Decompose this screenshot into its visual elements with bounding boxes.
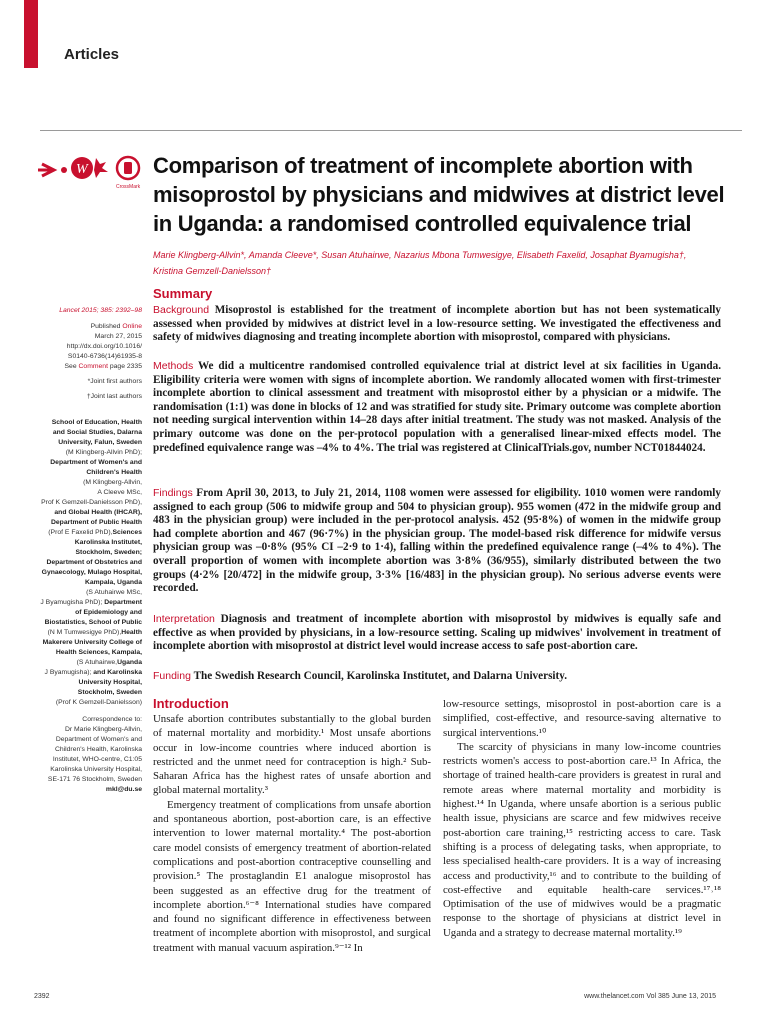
affiliation-line: School of Education, Health [51,419,142,426]
intro-column-2 [443,697,721,940]
affiliation-line: Prof K Gemzell-Danielsson PhD), [41,499,142,506]
affiliation-line: Makerere University College of [42,639,142,646]
published-online-link[interactable]: Online [122,323,142,330]
header-red-bar [24,0,38,68]
affiliation-line: (Prof E Faxelid PhD),Sciences [48,529,142,536]
background-label: Background [153,304,210,316]
citation: Lancet 2015; 385: 2392–98 [59,307,142,314]
affiliation-line: University Hospital, [78,679,142,686]
intro-paragraph: Emergency treatment of complications from unsafe abortion and spontaneous abortion, post-abortion care, is an effective intervention to lower maternal mortality.⁴ The post-abortion care model consists of emergency treatment of abortion-related complications and post-abortion contraceptive counselling and provision.⁵ The prostaglandin E1 analogue misoprostol has been suggested as an effective drug for the treatment of incomplete abortion.⁶⁻⁸ International studies have compared and found no significant difference in effectiveness between treatment of incomplete abortion with misoprostol, and surgical treatment with manual vacuum aspiration.⁹⁻¹² In [153,798,431,954]
affiliation-line: (M Klingberg-Allvin, [83,479,142,486]
email-link[interactable]: mkl@du.se [105,786,142,793]
authors-line-1: Marie Klingberg-Allvin*, Amanda Cleeve*, Susan Atuhairwe, Nazarius Mbona Tumwesigye, Elisabeth Faxelid, Josaphat Byamugisha†, [153,250,687,260]
corr-line: Correspondence to: [82,716,142,723]
introduction-heading: Introduction [153,696,229,711]
corr-line: SE-171 76 Stockholm, Sweden [47,776,142,783]
journal-logo-icon [36,152,146,188]
affiliation-line: and Social Studies, Dalarna [52,429,142,436]
published-date: March 27, 2015 [94,333,142,340]
affiliation-line: A Cleeve MSc, [97,489,142,496]
intro-paragraph: low-resource settings, misoprostol in post-abortion care is a simplified, cost-effective, and resource-saving alternative to surgical interventions.¹⁰ [443,698,721,739]
sidebar-publication-info [30,306,142,402]
crossmark-label: CrossMark [116,184,141,190]
published-line: Published Online [90,323,142,330]
affiliation-line: Stockholm, Sweden [77,689,142,696]
interpretation-label: Interpretation [153,613,215,625]
affiliation-line: Department of Obstetrics and [46,559,142,566]
authors-line-2: Kristina Gemzell-Danielsson† [153,266,272,276]
journal-footer: www.thelancet.com Vol 385 June 13, 2015 [584,993,716,1000]
author-list [153,247,743,279]
affiliation-line: J Byamugisha PhD); Department [40,599,142,606]
affiliation-line: Stockholm, Sweden; [75,549,142,556]
corr-line: Children's Health, Karolinska [54,746,142,753]
intro-paragraph: The scarcity of physicians in many low-income countries restricts women's access to post-abortion care.¹³ In Africa, the shortage of trained health-care providers is greatest in rural and remote areas where maternal mortality and morbidity is highest.¹⁴ In Uganda, where unsafe abortion is a serious public health issue, physicians are scarce and few midwives receive post-abortion care training,¹⁵ restricting access to care. Task shifting is a process of delegating tasks, when appropriate, to less specialised health-care providers. It is a way of increasing access and productivity,¹⁶ and to contribute to the building of cost-effective and equitable health-care services.¹⁷˒¹⁸ Optimisation of the use of midwives would be a pragmatic response to the shortage of physicians at district level in Uganda and a strategy to decrease maternal mortality.¹⁹ [443,740,721,939]
corr-line: Institutet, WHO-centre, C1:05 [52,756,142,763]
joint-first-note: *Joint first authors [87,378,142,385]
corr-line: Department of Women's and [55,736,142,743]
affiliation-line: of Epidemiology and [75,609,142,616]
corr-line: Dr Marie Klingberg-Allvin, [64,726,142,733]
article-title: Comparison of treatment of incomplete abortion with misoprostol by physicians and midwives at district level in Uganda: a randomised controlled equivalence trial [153,153,725,236]
summary-funding: Funding The Swedish Research Council, Karolinska Institutet, and Dalarna University. [153,670,568,682]
doi-link-1[interactable]: http://dx.doi.org/10.1016/ [66,343,142,350]
affiliation-line: Department of Women's and [50,459,142,466]
doi-link-2[interactable]: S0140-6736(14)61935-8 [67,353,142,360]
joint-last-note: †Joint last authors [86,393,142,400]
see-comment: See Comment page 2335 [64,363,142,370]
summary-background: Background Misoprostol is established for the treatment of incomplete abortion but has not been systematically assessed when provided by midwives at district level in a low-resource setting. We investigated the effectiveness and safety of midwives diagnosing and treating incomplete abortion with misoprostol, compared with physicians. [153,304,722,344]
comment-link[interactable]: Comment [78,363,108,370]
affiliation-line: (S Atuhairwe,Uganda [76,659,142,666]
affiliation-line: and Global Health (IHCAR), [54,509,142,516]
affiliation-line: Biostatistics, School of Public [44,619,142,626]
affiliation-line: Children's Health [86,469,142,476]
svg-text:W: W [76,162,88,177]
affiliation-line: (S Atuhairwe MSc, [86,589,142,596]
sidebar-affiliations [30,418,142,708]
summary-interpretation: Interpretation Diagnosis and treatment of incomplete abortion with misoprostol by midwives is equally safe and effective as when provided by physicians, in a low-resource setting. Scaling up midwives' involvement in treatment of incomplete abortion with misoprostol at district level would increase access to safe post-abortion care. [153,613,722,653]
summary-methods: Methods We did a multicentre randomised controlled equivalence trial at district level at six facilities in Uganda. Eligibility criteria were women with signs of incomplete abortion. We randomly allocated women with first-trimester incomplete abortion to clinical assessment and treatment with misoprostol either by a physician or a midwife. The randomisation (1:1) was done in blocks of 12 and was stratified for study site. Primary outcome was complete abortion not needing surgical intervention within 14–28 days after initial treatment. The study was not masked. Analysis of the primary outcome was done on the per-protocol population with a generalised linear-mixed effects model. The predefined equivalence range was –4% to 4%. The trial was registered at ClinicalTrials.gov, number NCT01844024. [153,360,721,454]
summary-findings: Findings From April 30, 2013, to July 21, 2014, 1108 women were assessed for eligibility. 1010 women were randomly assigned to each group (506 to midwife group and 504 to physician group). 955 women (472 in the midwife group and 483 in the physician group) were included in the per-protocol analysis. 452 (95·8%) of women in the midwife group had complete abortion and 467 (96·7%) in the physician group. The model-based risk difference for midwife versus physician group was –0·8% (95% CI –2·9 to 1·4), falling within the predefined equivalence range (–4% to 4%). The overall proportion of women with incomplete abortion was 3·8% (36/955), similarly distributed between the two groups (4·2% [20/472] in the midwife group, 3·3% [16/483] in the physician group). No serious adverse events were recorded. [153,487,722,595]
intro-column-1 [153,712,431,955]
intro-paragraph: Unsafe abortion contributes substantially to the global burden of maternal mortality and morbidity.¹ Most unsafe abortions occur in low-income countries where induced abortion is restricted and the unmet need for contraception is high.² Sub-Saharan Africa has the highest rates of unsafe abortion and global maternal mortality.³ [153,713,431,797]
affiliation-line: (M Klingberg-Allvin PhD); [65,449,142,456]
affiliation-line: Department of Public Health [50,519,142,526]
section-label: Articles [64,46,120,63]
affiliation-line: (N M Tumwesigye PhD),Health [47,629,142,636]
corr-line: Karolinska University Hospital, [50,766,142,773]
findings-label: Findings [153,487,193,499]
methods-label: Methods [153,360,194,372]
summary-heading: Summary [153,286,213,301]
header-rule [40,130,742,131]
affiliation-line: University, Falun, Sweden [58,439,142,446]
affiliation-line: Health Sciences, Kampala, [55,649,142,656]
sidebar-correspondence [30,715,142,795]
affiliation-line: Kampala, Uganda [84,579,142,586]
funding-label: Funding [153,670,191,682]
affiliation-line: (Prof K Gemzell-Danielsson) [55,699,142,706]
affiliation-line: Karolinska Institutet, [74,539,142,546]
affiliation-line: J Byamugisha); and Karolinska [44,669,142,676]
page-number: 2392 [34,993,50,1000]
affiliation-line: Gynaecology, Mulago Hospital, [41,569,142,576]
